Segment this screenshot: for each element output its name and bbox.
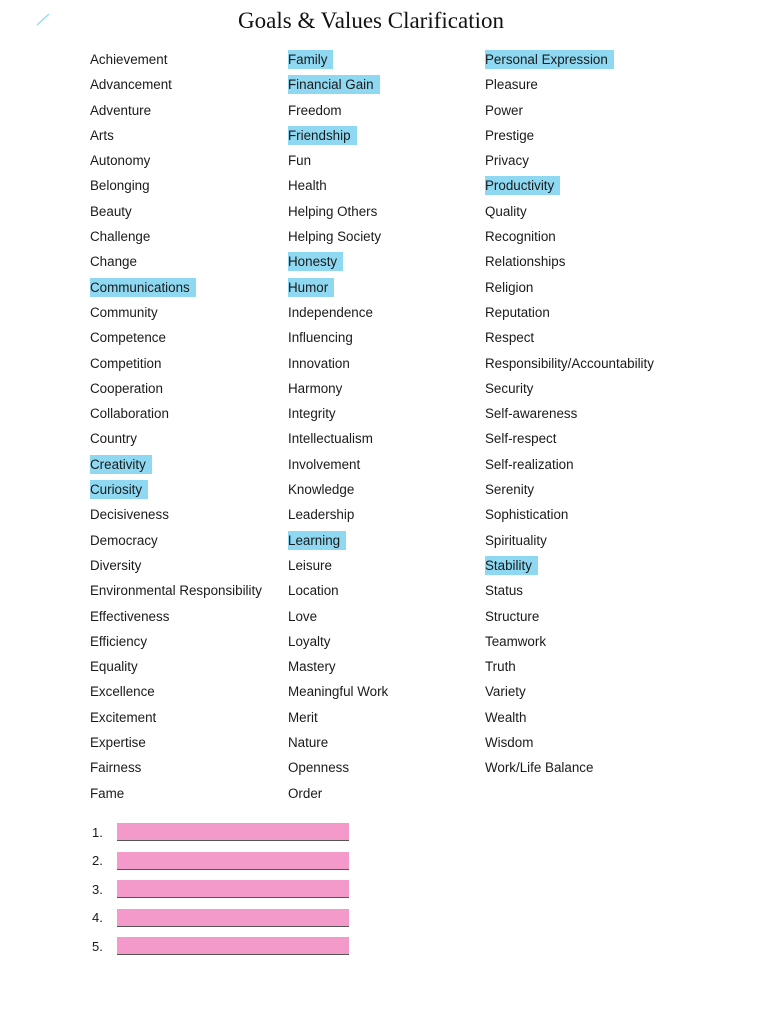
- value-label: Wealth: [485, 709, 527, 725]
- value-label: Pleasure: [485, 77, 538, 93]
- value-label: Decisiveness: [90, 507, 169, 523]
- value-item: [90, 376, 268, 401]
- value-label: Integrity: [288, 406, 336, 422]
- value-item: [90, 275, 268, 300]
- value-item: [288, 578, 394, 603]
- value-label: Effectiveness: [90, 608, 170, 624]
- value-item: [288, 755, 394, 780]
- value-label: Reputation: [485, 304, 550, 320]
- value-label: Knowledge: [288, 482, 355, 498]
- value-label: Respect: [485, 330, 535, 346]
- value-label: Nature: [288, 735, 329, 751]
- value-item: [90, 477, 268, 502]
- value-item: [485, 224, 660, 249]
- value-label: Truth: [485, 659, 516, 675]
- highlighted-value-label: Creativity: [90, 455, 152, 474]
- value-label: Work/Life Balance: [485, 760, 594, 776]
- value-item: [288, 376, 394, 401]
- value-item: [90, 224, 268, 249]
- value-label: Order: [288, 785, 323, 801]
- value-label: Beauty: [90, 203, 132, 219]
- blank-row: [92, 818, 349, 847]
- value-label: Meaningful Work: [288, 684, 389, 700]
- value-label: Openness: [288, 760, 350, 776]
- value-label: Teamwork: [485, 633, 547, 649]
- value-label: Mastery: [288, 659, 336, 675]
- value-label: Autonomy: [90, 153, 151, 169]
- blank-number: 4.: [92, 910, 103, 926]
- value-label: Loyalty: [288, 633, 331, 649]
- value-item: [288, 781, 394, 806]
- value-item: [288, 477, 394, 502]
- highlighted-value-label: Learning: [288, 531, 346, 550]
- value-item: [485, 553, 660, 578]
- value-label: Innovation: [288, 355, 350, 371]
- value-label: Security: [485, 380, 534, 396]
- value-label: Recognition: [485, 229, 556, 245]
- values-column-2: [288, 47, 394, 806]
- value-label: Excitement: [90, 709, 157, 725]
- value-label: Self-respect: [485, 431, 557, 447]
- value-item: [485, 123, 660, 148]
- value-label: Responsibility/Accountability: [485, 355, 654, 371]
- value-item: [90, 578, 268, 603]
- value-item: [90, 199, 268, 224]
- value-item: [90, 502, 268, 527]
- value-label: Sophistication: [485, 507, 569, 523]
- value-label: Prestige: [485, 127, 535, 143]
- value-item: [288, 148, 394, 173]
- value-item: [485, 199, 660, 224]
- value-label: Excellence: [90, 684, 155, 700]
- value-item: [485, 755, 660, 780]
- value-item: [485, 604, 660, 629]
- answer-blank-field[interactable]: [117, 880, 349, 898]
- value-label: Harmony: [288, 380, 343, 396]
- value-label: Privacy: [485, 153, 529, 169]
- blank-row: [92, 904, 349, 933]
- value-label: Merit: [288, 709, 318, 725]
- values-column-3: [485, 47, 660, 781]
- value-item: [288, 426, 394, 451]
- value-item: [288, 553, 394, 578]
- value-label: Community: [90, 304, 158, 320]
- value-item: [288, 705, 394, 730]
- value-item: [90, 351, 268, 376]
- value-label: Status: [485, 583, 523, 599]
- highlighted-value-label: Honesty: [288, 252, 343, 271]
- value-label: Fun: [288, 153, 312, 169]
- top-values-blank-list: [92, 818, 349, 961]
- value-item: [288, 528, 394, 553]
- value-label: Equality: [90, 659, 138, 675]
- value-item: [288, 604, 394, 629]
- value-item: [485, 452, 660, 477]
- value-item: [485, 47, 660, 72]
- value-item: [90, 300, 268, 325]
- highlighted-value-label: Financial Gain: [288, 75, 380, 94]
- value-label: Structure: [485, 608, 540, 624]
- value-label: Leisure: [288, 557, 332, 573]
- value-item: [485, 249, 660, 274]
- value-item: [90, 679, 268, 704]
- value-item: [90, 148, 268, 173]
- value-item: [90, 426, 268, 451]
- value-label: Religion: [485, 279, 534, 295]
- value-label: Arts: [90, 127, 114, 143]
- value-label: Collaboration: [90, 406, 169, 422]
- value-label: Influencing: [288, 330, 353, 346]
- highlighted-value-label: Curiosity: [90, 480, 148, 499]
- highlighted-value-label: Personal Expression: [485, 50, 614, 69]
- value-item: [90, 781, 268, 806]
- value-item: [288, 401, 394, 426]
- highlighted-value-label: Productivity: [485, 176, 560, 195]
- value-label: Cooperation: [90, 380, 163, 396]
- value-label: Diversity: [90, 557, 142, 573]
- value-item: [90, 755, 268, 780]
- highlighted-value-label: Humor: [288, 278, 334, 297]
- value-item: [288, 629, 394, 654]
- value-label: Belonging: [90, 178, 150, 194]
- value-label: Change: [90, 254, 137, 270]
- value-label: Expertise: [90, 735, 146, 751]
- value-label: Quality: [485, 203, 527, 219]
- value-item: [485, 351, 660, 376]
- value-item: [485, 477, 660, 502]
- value-item: [288, 325, 394, 350]
- value-label: Serenity: [485, 482, 535, 498]
- value-item: [90, 401, 268, 426]
- value-item: [485, 502, 660, 527]
- value-label: Country: [90, 431, 137, 447]
- highlighted-value-label: Communications: [90, 278, 196, 297]
- value-item: [288, 224, 394, 249]
- value-label: Challenge: [90, 229, 151, 245]
- value-item: [90, 173, 268, 198]
- value-item: [90, 553, 268, 578]
- value-item: [90, 47, 268, 72]
- value-label: Intellectualism: [288, 431, 373, 447]
- value-item: [90, 654, 268, 679]
- value-item: [288, 654, 394, 679]
- value-label: Fame: [90, 785, 125, 801]
- value-item: [485, 72, 660, 97]
- blank-number: 2.: [92, 853, 103, 869]
- value-item: [90, 730, 268, 755]
- blank-row: [92, 875, 349, 904]
- value-label: Adventure: [90, 102, 152, 118]
- answer-blank-field[interactable]: [117, 823, 349, 841]
- value-item: [288, 300, 394, 325]
- value-item: [485, 98, 660, 123]
- value-item: [288, 275, 394, 300]
- value-label: Variety: [485, 684, 526, 700]
- value-label: Independence: [288, 304, 373, 320]
- value-label: Spirituality: [485, 532, 547, 548]
- answer-blank-field[interactable]: [117, 937, 349, 955]
- value-item: [288, 173, 394, 198]
- value-label: Location: [288, 583, 339, 599]
- highlighted-value-label: Stability: [485, 556, 538, 575]
- value-item: [485, 654, 660, 679]
- value-label: Advancement: [90, 77, 172, 93]
- value-item: [288, 730, 394, 755]
- highlighted-value-label: Family: [288, 50, 333, 69]
- blank-row: [92, 932, 349, 961]
- value-item: [485, 401, 660, 426]
- value-item: [485, 148, 660, 173]
- value-item: [288, 249, 394, 274]
- value-item: [90, 249, 268, 274]
- value-item: [288, 72, 394, 97]
- value-item: [90, 72, 268, 97]
- value-label: Self-awareness: [485, 406, 578, 422]
- value-item: [90, 528, 268, 553]
- page-title: Goals & Values Clarification: [238, 8, 504, 33]
- highlighted-value-label: Friendship: [288, 126, 357, 145]
- blank-number: 5.: [92, 938, 103, 954]
- value-label: Helping Others: [288, 203, 378, 219]
- value-item: [485, 629, 660, 654]
- value-item: [485, 173, 660, 198]
- value-item: [288, 502, 394, 527]
- value-item: [485, 730, 660, 755]
- value-label: Involvement: [288, 456, 361, 472]
- value-label: Fairness: [90, 760, 142, 776]
- blank-row: [92, 847, 349, 876]
- value-item: [485, 325, 660, 350]
- value-item: [90, 123, 268, 148]
- value-item: [485, 679, 660, 704]
- value-item: [288, 351, 394, 376]
- value-item: [485, 528, 660, 553]
- value-item: [288, 452, 394, 477]
- answer-blank-field[interactable]: [117, 909, 349, 927]
- value-item: [288, 123, 394, 148]
- value-label: Self-realization: [485, 456, 574, 472]
- values-column-1: [90, 47, 268, 806]
- value-item: [485, 300, 660, 325]
- value-item: [485, 578, 660, 603]
- blank-number: 1.: [92, 824, 103, 840]
- value-label: Relationships: [485, 254, 566, 270]
- value-label: Power: [485, 102, 523, 118]
- value-item: [485, 705, 660, 730]
- answer-blank-field[interactable]: [117, 852, 349, 870]
- value-label: Competence: [90, 330, 166, 346]
- value-label: Environmental Responsibility: [90, 583, 262, 599]
- blank-number: 3.: [92, 881, 103, 897]
- value-item: [90, 325, 268, 350]
- value-label: Competition: [90, 355, 162, 371]
- value-label: Health: [288, 178, 327, 194]
- value-item: [90, 98, 268, 123]
- value-item: [90, 629, 268, 654]
- value-item: [288, 98, 394, 123]
- value-item: [485, 275, 660, 300]
- value-item: [288, 679, 394, 704]
- value-label: Wisdom: [485, 735, 534, 751]
- value-label: Efficiency: [90, 633, 148, 649]
- value-item: [90, 604, 268, 629]
- value-label: Love: [288, 608, 318, 624]
- value-item: [288, 199, 394, 224]
- value-item: [485, 376, 660, 401]
- value-label: Leadership: [288, 507, 355, 523]
- value-label: Freedom: [288, 102, 342, 118]
- value-item: [90, 705, 268, 730]
- value-label: Achievement: [90, 52, 168, 67]
- value-label: Helping Society: [288, 229, 382, 245]
- value-label: Democracy: [90, 532, 158, 548]
- value-item: [485, 426, 660, 451]
- value-item: [90, 452, 268, 477]
- value-item: [288, 47, 394, 72]
